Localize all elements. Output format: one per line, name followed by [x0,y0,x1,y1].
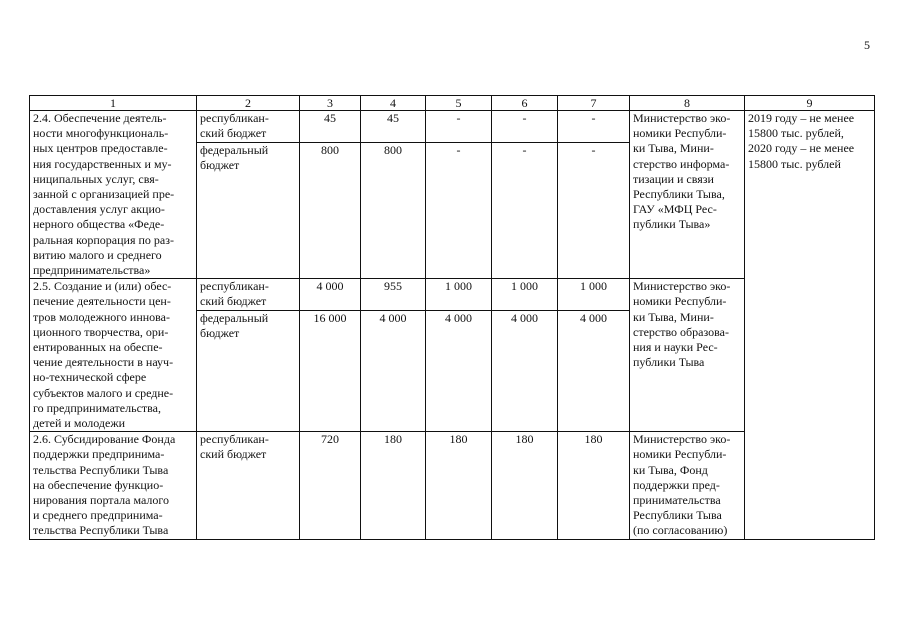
executor-cell: Министерство эко- номики Республи- ки Тыва, Фонд поддержки пред- принимательства Республики Тыва (по согласованию) [630,432,745,539]
funding-source-cell: федеральный бюджет [197,310,300,431]
value-cell: 4 000 [558,310,630,431]
funding-source-cell: федеральный бюджет [197,142,300,278]
funding-source-cell: республикан- ский бюджет [197,279,300,311]
value-cell: - [426,111,492,143]
funding-source-cell: республикан- ский бюджет [197,111,300,143]
value-cell: 4 000 [426,310,492,431]
header-row [30,96,875,111]
column-header: 5 [426,96,492,111]
value-cell: 4 000 [361,310,426,431]
column-header: 3 [300,96,361,111]
value-cell: 1 000 [426,279,492,311]
value-cell: 720 [300,432,361,539]
measure-cell: 2.6. Субсидирование Фонда поддержки предпринима- тельства Республики Тыва на обеспечение функцио- нирования портала малого и среднего предпринима- тельства Республики Тыва [30,432,197,539]
value-cell: 180 [361,432,426,539]
value-cell: 4 000 [492,310,558,431]
value-cell: 180 [426,432,492,539]
value-cell: 955 [361,279,426,311]
column-header: 1 [30,96,197,111]
value-cell: 800 [361,142,426,278]
value-cell: 180 [492,432,558,539]
program-table [29,95,875,540]
value-cell: 45 [300,111,361,143]
table-row [30,111,875,143]
executor-cell: Министерство эко- номики Республи- ки Тыва, Мини- стерство образова- ния и науки Рес- публики Тыва [630,279,745,432]
value-cell: - [426,142,492,278]
measure-cell: 2.5. Создание и (или) обес- печение деятельности цен- тров молодежного иннова- ционного творчества, ори- ентированных на обеспе- чение деятельности в науч- но-технической сфере субъектов малого и средне- го предпринимательства, детей и молодежи [30,279,197,432]
column-header: 7 [558,96,630,111]
value-cell: 1 000 [558,279,630,311]
measure-cell: 2.4. Обеспечение деятель- ности многофункциональ- ных центров предоставле- ния государственных и му- ниципальных услуг, свя- занной с организацией пре- доставления услуг акцио- нерного общества «Феде- ральная корпорация по раз- витию малого и среднего предпринимательства» [30,111,197,279]
value-cell: - [558,111,630,143]
value-cell: 45 [361,111,426,143]
column-header: 4 [361,96,426,111]
value-cell: - [558,142,630,278]
column-header: 6 [492,96,558,111]
value-cell: 180 [558,432,630,539]
funding-source-cell: республикан- ский бюджет [197,432,300,539]
column-header: 8 [630,96,745,111]
result-cell: 2019 году – не менее 15800 тыс. рублей, 2020 году – не менее 15800 тыс. рублей [745,111,875,540]
value-cell: 1 000 [492,279,558,311]
value-cell: - [492,111,558,143]
column-header: 2 [197,96,300,111]
page-number: 5 [864,38,870,52]
value-cell: - [492,142,558,278]
value-cell: 16 000 [300,310,361,431]
column-header: 9 [745,96,875,111]
value-cell: 800 [300,142,361,278]
value-cell: 4 000 [300,279,361,311]
executor-cell: Министерство эко- номики Республи- ки Тыва, Мини- стерство информа- тизации и связи Республики Тыва, ГАУ «МФЦ Рес- публики Тыва» [630,111,745,279]
